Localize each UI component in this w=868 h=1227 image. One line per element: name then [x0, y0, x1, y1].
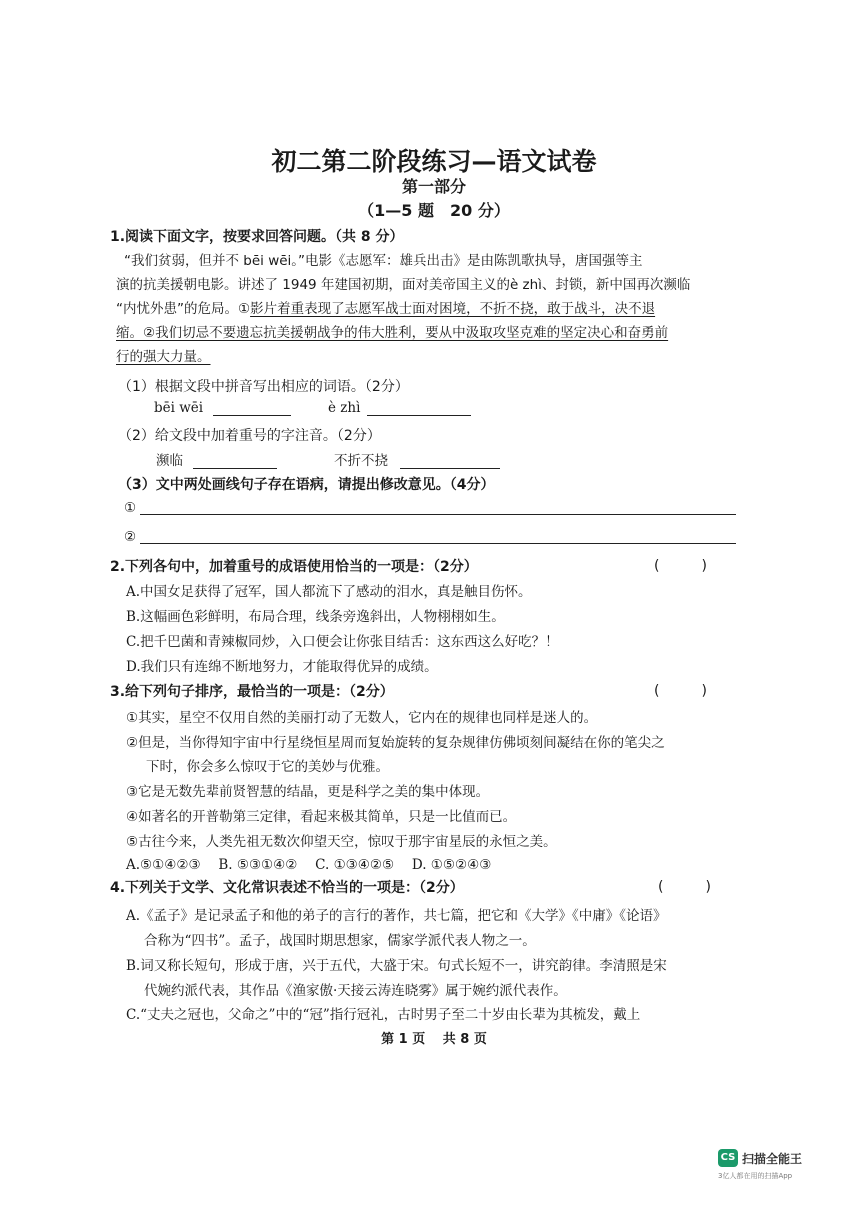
q3-sentence-1: ①其实，星空不仅用自然的美丽打动了无数人，它内在的规律也同样是迷人的。: [126, 710, 598, 726]
q2-option-c: C.把千巴菌和青辣椒同炒，入口便会让你张目结舌：这东西这么好吃？！: [126, 634, 559, 650]
q1-underlined-sentence-1-end: 缩。: [116, 325, 143, 341]
q1-sub1: （1）根据文段中拼音写出相应的词语。（2分）: [118, 379, 409, 395]
q3-sentence-3: ③它是无数先辈前贤智慧的结晶，更是科学之美的集中体现。: [126, 784, 490, 800]
q4-option-b: B.词又称长短句，形成于唐，兴于五代，大盛于宋。句式长短不一，讲究韵律。李清照是宋: [126, 958, 667, 974]
q1-passage-line: [116, 297, 655, 317]
page-number: 第 1 页 共 8 页: [381, 1032, 487, 1047]
q3-sentence-2: ②但是，当你得知宇宙中行星绕恒星周而复始旋转的复杂规律仿佛顷刻间凝结在你的笔尖之: [126, 735, 665, 751]
q1-underlined-sentence-1: 影片着重表现了志愿军战士面对困境，不折不挠，敢于战斗，决不退: [250, 301, 656, 317]
char-label: 不折不挠: [334, 453, 388, 469]
q3-sentence-2-cont: 下时，你会多么惊叹于它的美妙与优雅。: [146, 759, 389, 775]
q4-option-c: C.“丈夫之冠也，父命之”中的“冠”指行冠礼，古时男子至二十岁由长辈为其梳发，戴上: [126, 1007, 641, 1023]
q2-option-b: B.这幅画色彩鲜明，布局合理，线条旁逸斜出，人物栩栩如生。: [126, 609, 505, 625]
answer-line-2[interactable]: [140, 543, 736, 544]
q1-passage-line: “我们贫弱，但并不 bēi wēi。”电影《志愿军：雄兵出击》是由陈凯歌执导，唐国强等主: [124, 253, 643, 269]
q1-underlined-sentence-2-end: 行的强大力量。: [116, 349, 211, 365]
q2-stem: 2.下列各句中，加着重号的成语使用恰当的一项是：（2分）: [110, 559, 478, 575]
answer-blank[interactable]: [400, 454, 500, 469]
watermark-tagline: 3亿人都在用的扫描App: [718, 1172, 793, 1180]
q1-sub1-answer-a: [154, 400, 291, 416]
q1-passage-line: 演的抗美援朝电影。讲述了 1949 年建国初期，面对美帝国主义的è zhì、封锁，新中国再次濒临: [116, 277, 691, 293]
pinyin-label: è zhì: [328, 400, 361, 416]
page-title: 初二第二阶段练习—语文试卷: [271, 147, 597, 176]
q1-underlined-sentence-2: ②我们切忌不要遗忘抗美援朝战争的伟大胜利，要从中汲取攻坚克难的坚定决心和奋勇前: [143, 325, 669, 341]
q1-sub1-answer-b: [328, 400, 471, 416]
answer-blank[interactable]: [193, 454, 277, 469]
q1-sub3-label-2: ②: [124, 529, 137, 545]
section-score: （1—5 题 20 分）: [358, 201, 510, 220]
q1-sub2-answer-b: [334, 449, 500, 469]
q2-option-d: D.我们只有连绵不断地努力，才能取得优异的成绩。: [126, 659, 438, 675]
q3-sentence-5: ⑤古往今来，人类先祖无数次仰望天空，惊叹于那宇宙星辰的永恒之美。: [126, 834, 557, 850]
q4-option-a-cont: 合称为“四书”。孟子，战国时期思想家，儒家学派代表人物之一。: [144, 933, 536, 949]
scanner-watermark: [718, 1149, 814, 1183]
q1-passage-text: “内忧外患”的危局。①: [116, 301, 251, 317]
q4-stem: 4.下列关于文学、文化常识表述不恰当的一项是：（2分）: [110, 880, 464, 896]
char-label: 濒临: [156, 453, 183, 469]
q4-option-a: A.《孟子》是记录孟子和他的弟子的言行的著作，共七篇，把它和《大学》《中庸》《论语》: [126, 908, 667, 924]
q1-passage-line: [116, 345, 211, 365]
q1-passage-line: [116, 321, 668, 341]
q3-stem: 3.给下列句子排序，最恰当的一项是：（2分）: [110, 684, 394, 700]
part-label: 第一部分: [401, 177, 466, 196]
answer-line-1[interactable]: [140, 514, 736, 515]
answer-blank[interactable]: [367, 401, 471, 416]
q1-sub2: （2）给文段中加着重号的字注音。（2分）: [118, 428, 381, 444]
q3-answer-paren[interactable]: ( ): [654, 683, 707, 699]
q1-sub2-answer-a: [156, 449, 277, 469]
q2-option-a: A.中国女足获得了冠军，国人都流下了感动的泪水，真是触目伤怀。: [126, 584, 532, 600]
camscanner-logo-icon: CS: [718, 1149, 738, 1167]
q1-sub3: （3）文中两处画线句子存在语病，请提出修改意见。（4分）: [118, 477, 495, 493]
q1-stem: 1.阅读下面文字，按要求回答问题。（共 8 分）: [110, 229, 404, 245]
q2-answer-paren[interactable]: ( ): [654, 558, 707, 574]
q1-sub3-label-1: ①: [124, 500, 137, 516]
q3-options: A.⑤①④②③ B. ⑤③①④② C. ①③④②⑤ D. ①⑤②④③: [126, 857, 492, 873]
q3-sentence-4: ④如著名的开普勒第三定律，看起来极其简单，只是一比值而已。: [126, 809, 517, 825]
q4-option-b-cont: 代婉约派代表，其作品《渔家傲·天接云涛连晓雾》属于婉约派代表作。: [144, 983, 567, 999]
pinyin-label: bēi wēi: [154, 400, 204, 416]
q4-answer-paren[interactable]: ( ): [658, 879, 711, 895]
watermark-name: 扫描全能王: [742, 1152, 803, 1166]
answer-blank[interactable]: [213, 401, 291, 416]
